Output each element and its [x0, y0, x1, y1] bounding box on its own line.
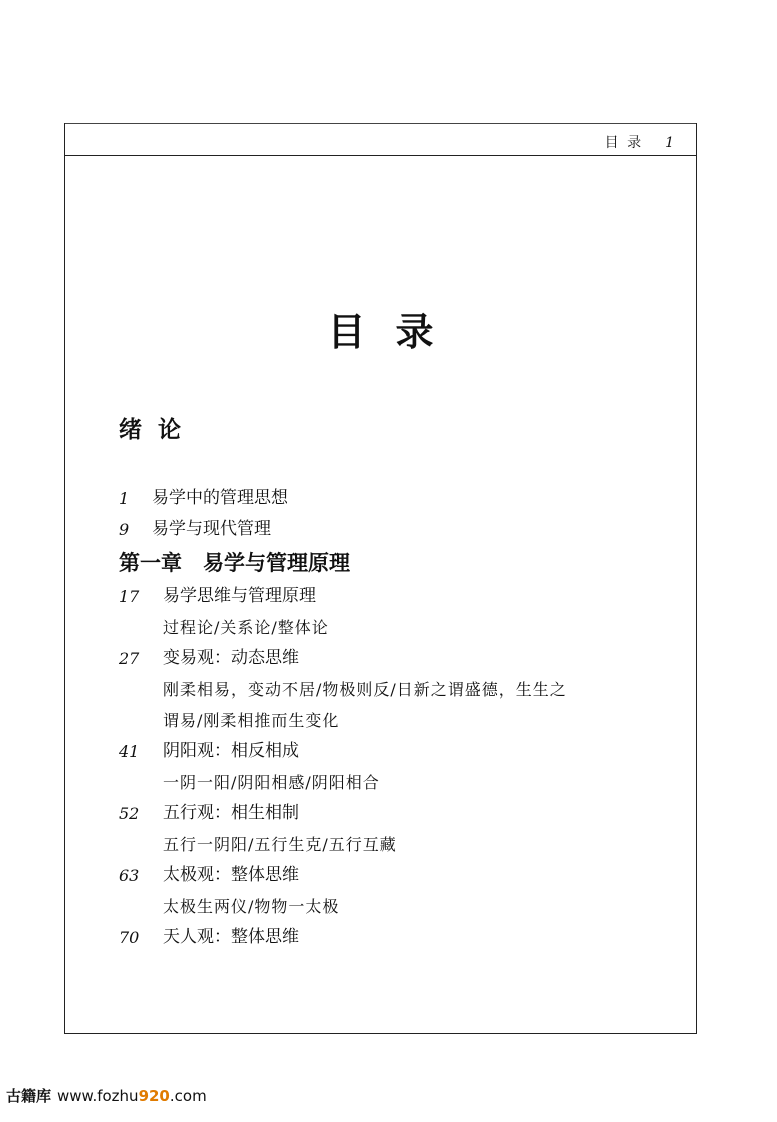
toc-entry[interactable] [119, 922, 679, 953]
toc-page-number: 9 [119, 520, 130, 539]
top-rule [65, 123, 696, 124]
header-rule [65, 155, 696, 156]
toc-entry-title: 阴阳观：相反相成 [163, 741, 299, 761]
toc-page-number: 17 [119, 587, 140, 606]
toc-entry[interactable] [119, 736, 679, 767]
toc-entry-title: 太极观：整体思维 [163, 865, 299, 885]
toc-subtopics: 太极生两仪/物物一太极 [163, 897, 340, 916]
toc-entry[interactable] [119, 483, 679, 514]
site-url-prefix: www.fozhu [57, 1087, 139, 1105]
toc-page-number: 63 [119, 866, 140, 885]
toc-entry-title: 变易观：动态思维 [163, 648, 299, 668]
page-title: 目录 [327, 310, 464, 354]
toc-subtopics: 一阴一阳/阴阳相感/阴阳相合 [163, 773, 380, 792]
toc-entry[interactable] [119, 514, 679, 545]
toc-entry[interactable] [119, 581, 679, 612]
intro-heading: 绪论 [119, 417, 197, 443]
toc-entry[interactable] [119, 643, 679, 674]
toc-entry-title: 易学与现代管理 [152, 519, 271, 539]
toc-entry[interactable] [119, 860, 679, 891]
toc-entry-title: 易学思维与管理原理 [163, 586, 316, 606]
chapter-heading[interactable]: 第一章 易学与管理原理 [119, 551, 350, 575]
site-watermark[interactable] [6, 1085, 207, 1106]
toc-subtopics: 谓易/刚柔相推而生变化 [163, 711, 340, 730]
toc-page-number: 41 [119, 742, 140, 761]
site-brand: 古籍库 [6, 1087, 52, 1105]
toc-page-number: 1 [119, 489, 130, 508]
book-page [64, 123, 697, 1034]
running-head [605, 132, 676, 152]
toc-entry-title: 易学中的管理思想 [152, 488, 288, 508]
table-of-contents [119, 483, 679, 953]
toc-subtopics: 过程论/关系论/整体论 [163, 618, 329, 637]
toc-page-number: 52 [119, 804, 140, 823]
toc-entry-title: 五行观：相生相制 [163, 803, 299, 823]
site-url-suffix: .com [169, 1087, 207, 1105]
toc-entry[interactable] [119, 798, 679, 829]
toc-page-number: 27 [119, 649, 140, 668]
running-title: 目 录 [604, 135, 644, 151]
site-url-highlight: 920 [138, 1087, 170, 1105]
toc-subtopics: 刚柔相易，变动不居/物极则反/日新之谓盛德，生生之 [163, 680, 567, 699]
toc-entry-title: 天人观：整体思维 [163, 927, 299, 947]
toc-page-number: 70 [119, 928, 140, 947]
page-number: 1 [665, 135, 676, 151]
toc-subtopics: 五行一阴阳/五行生克/五行互藏 [163, 835, 397, 854]
